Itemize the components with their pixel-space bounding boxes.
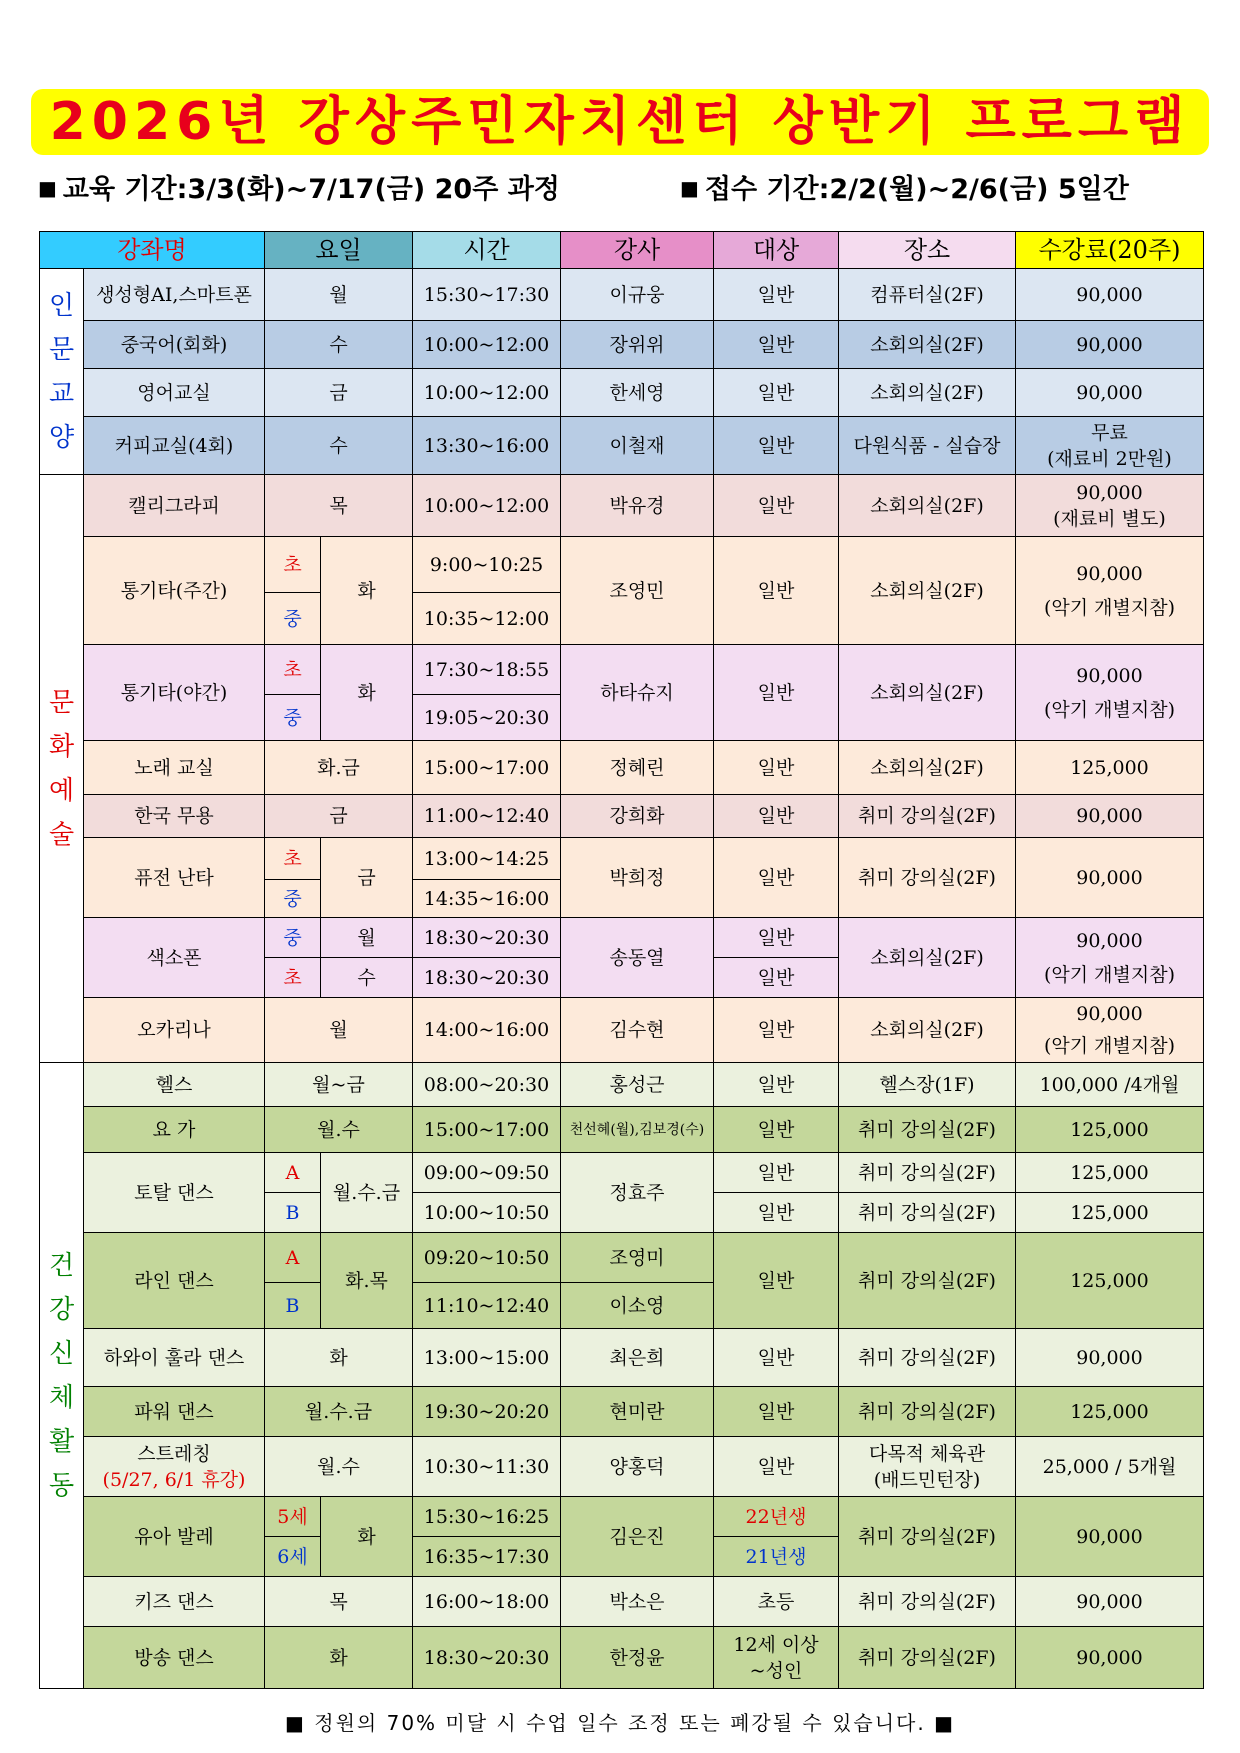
table-header [40,232,1204,269]
table-row: 문 화 예 술 캘리그라피 목 10:00~12:00 박유경 일반 소회의실(2F) 90,000 (재료비 별도) [40,475,1204,537]
header-course: 강좌명 [40,232,265,269]
table-row: 키즈 댄스 목 16:00~18:00 박소은 초등 취미 강의실(2F) 90,000 [40,1577,1204,1627]
table-row: 중 19:05~20:30 [40,695,1204,741]
table-row: 커피교실(4회) 수 13:30~16:00 이철재 일반 다원식품 - 실습장 무료 (재료비 2만원) [40,417,1204,475]
course-name: 통기타(주간) [84,537,265,645]
table-row: 유아 발레 5세 화 15:30~16:25 김은진 22년생 취미 강의실(2F) 90,000 [40,1497,1204,1537]
table-row: 영어교실 금 10:00~12:00 한세영 일반 소회의실(2F) 90,000 [40,369,1204,417]
education-period-text: 교육 기간:3/3(화)~7/17(금) 20주 과정 [62,174,560,205]
table-row: B 11:10~12:40 이소영 [40,1283,1204,1329]
course-name: 한국 무용 [84,795,265,838]
table-row: 방송 댄스 화 18:30~20:30 한정윤 12세 이상 ~성인 취미 강의실(2F) 90,000 [40,1627,1204,1689]
course-name: 통기타(야간) [84,645,265,741]
table-row: 요 가 월.수 15:00~17:00 천선혜(월),김보경(수) 일반 취미 강의실(2F) 125,000 [40,1107,1204,1153]
course-name: 생성형AI,스마트폰 [84,269,265,321]
table-row: 인 문 교 양 생성형AI,스마트폰 월 15:30~17:30 이규웅 일반 컴퓨터실(2F) 90,000 [40,269,1204,321]
header-teacher: 강사 [561,232,714,269]
registration-period [680,168,1129,208]
course-name: 헬스 [84,1063,265,1107]
table-row: 라인 댄스 A 화.목 09:20~10:50 조영미 일반 취미 강의실(2F) 125,000 [40,1233,1204,1283]
course-name: 요 가 [84,1107,265,1153]
header-target: 대상 [714,232,839,269]
course-name: 스트레칭 (5/27, 6/1 휴강) [84,1437,265,1497]
header-fee: 수강료(20주) [1016,232,1204,269]
category-culture: 문 화 예 술 [40,475,84,1063]
table-row: 6세 16:35~17:30 21년생 [40,1537,1204,1577]
table-row: 파워 댄스 월.수.금 19:30~20:20 현미란 일반 취미 강의실(2F) 125,000 [40,1387,1204,1437]
table-row: 중 10:35~12:00 [40,593,1204,645]
course-name: 노래 교실 [84,741,265,795]
course-name: 방송 댄스 [84,1627,265,1689]
table-row: 하와이 훌라 댄스 화 13:00~15:00 최은희 일반 취미 강의실(2F) 90,000 [40,1329,1204,1387]
table-row: 노래 교실 화.금 15:00~17:00 정혜린 일반 소회의실(2F) 125,000 [40,741,1204,795]
course-name: 파워 댄스 [84,1387,265,1437]
page-title: 2026년 강상주민자치센터 상반기 프로그램 [31,89,1209,155]
course-name: 캘리그라피 [84,475,265,537]
bullet-icon: ■ [680,176,699,200]
table-row: B 10:00~10:50 일반 취미 강의실(2F) 125,000 [40,1193,1204,1233]
course-name: 하와이 훌라 댄스 [84,1329,265,1387]
footer-notice: ■ 정원의 70% 미달 시 수업 일수 조정 또는 폐강될 수 있습니다. ■ [285,1711,955,1735]
header-day: 요일 [265,232,413,269]
table-row: 건 강 신 체 활 동 헬스 월~금 08:00~20:30 홍성근 일반 헬스장(1F) 100,000 /4개월 [40,1063,1204,1107]
education-period [38,168,560,208]
course-name: 라인 댄스 [84,1233,265,1329]
course-name: 색소폰 [84,918,265,998]
table-row: 중 14:35~16:00 [40,880,1204,918]
table-row: 스트레칭 (5/27, 6/1 휴강) 월.수 10:30~11:30 양홍덕 일반 다목적 체육관 (배드민턴장) 25,000 / 5개월 [40,1437,1204,1497]
table-row: 통기타(야간) 초 화 17:30~18:55 하타슈지 일반 소회의실(2F) 90,000 (악기 개별지참) [40,645,1204,695]
table-row: 퓨전 난타 초 금 13:00~14:25 박희정 일반 취미 강의실(2F) 90,000 [40,838,1204,880]
header-time: 시간 [413,232,561,269]
program-table [39,231,1204,1689]
course-name: 토탈 댄스 [84,1153,265,1233]
course-name: 커피교실(4회) [84,417,265,475]
category-humanities: 인 문 교 양 [40,269,84,475]
table-row: 통기타(주간) 초 화 9:00~10:25 조영민 일반 소회의실(2F) 90,000 (악기 개별지참) [40,537,1204,593]
header-place: 장소 [839,232,1016,269]
bullet-icon: ■ [38,176,57,200]
course-name: 영어교실 [84,369,265,417]
table-row: 초 수 18:30~20:30 일반 [40,958,1204,998]
course-name: 중국어(회화) [84,321,265,369]
course-name: 오카리나 [84,998,265,1063]
table-row: 중국어(회화) 수 10:00~12:00 장위위 일반 소회의실(2F) 90,000 [40,321,1204,369]
table-row: 한국 무용 금 11:00~12:40 강희화 일반 취미 강의실(2F) 90,000 [40,795,1204,838]
course-name: 퓨전 난타 [84,838,265,918]
course-name: 키즈 댄스 [84,1577,265,1627]
registration-period-text: 접수 기간:2/2(월)~2/6(금) 5일간 [704,174,1129,205]
table-row: 색소폰 중 월 18:30~20:30 송동열 일반 소회의실(2F) 90,000 (악기 개별지참) [40,918,1204,958]
table-row: 토탈 댄스 A 월.수.금 09:00~09:50 정효주 일반 취미 강의실(2F) 125,000 [40,1153,1204,1193]
category-health: 건 강 신 체 활 동 [40,1063,84,1689]
table-row: 오카리나 월 14:00~16:00 김수현 일반 소회의실(2F) 90,000 (악기 개별지참) [40,998,1204,1063]
course-name: 유아 발레 [84,1497,265,1577]
